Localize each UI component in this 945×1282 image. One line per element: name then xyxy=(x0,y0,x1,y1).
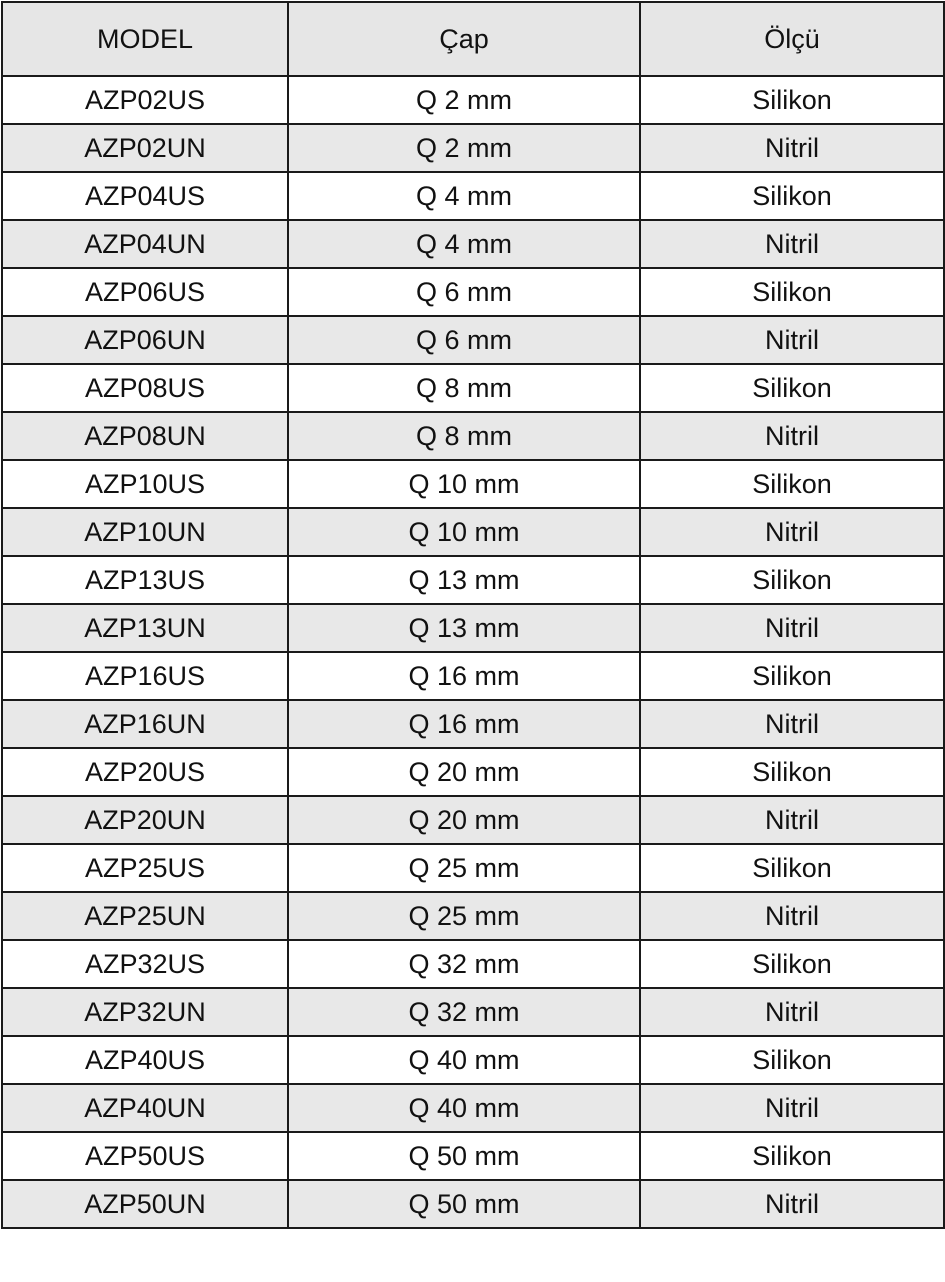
table-row xyxy=(2,652,944,700)
cell-model: AZP13US xyxy=(2,556,288,604)
cell-model: AZP02US xyxy=(2,76,288,124)
cell-model: AZP25UN xyxy=(2,892,288,940)
cell-cap: Q 16 mm xyxy=(288,652,640,700)
spec-table xyxy=(1,1,945,1229)
cell-model: AZP08UN xyxy=(2,412,288,460)
cell-cap: Q 4 mm xyxy=(288,172,640,220)
cell-olcu: Silikon xyxy=(640,1036,944,1084)
cell-model: AZP20UN xyxy=(2,796,288,844)
cell-olcu: Silikon xyxy=(640,172,944,220)
table-row xyxy=(2,556,944,604)
cell-model: AZP50US xyxy=(2,1132,288,1180)
cell-olcu: Silikon xyxy=(640,76,944,124)
cell-cap: Q 2 mm xyxy=(288,76,640,124)
cell-olcu: Silikon xyxy=(640,268,944,316)
cell-cap: Q 50 mm xyxy=(288,1132,640,1180)
cell-cap: Q 25 mm xyxy=(288,892,640,940)
table-row xyxy=(2,124,944,172)
table-row xyxy=(2,748,944,796)
cell-model: AZP16US xyxy=(2,652,288,700)
cell-model: AZP06US xyxy=(2,268,288,316)
cell-model: AZP32US xyxy=(2,940,288,988)
cell-cap: Q 32 mm xyxy=(288,988,640,1036)
table-header-row xyxy=(2,2,944,76)
table-row xyxy=(2,364,944,412)
table-row xyxy=(2,1084,944,1132)
table-row xyxy=(2,316,944,364)
cell-model: AZP32UN xyxy=(2,988,288,1036)
cell-olcu: Silikon xyxy=(640,940,944,988)
cell-cap: Q 2 mm xyxy=(288,124,640,172)
cell-cap: Q 6 mm xyxy=(288,268,640,316)
cell-model: AZP10UN xyxy=(2,508,288,556)
cell-cap: Q 13 mm xyxy=(288,556,640,604)
cell-olcu: Nitril xyxy=(640,604,944,652)
cell-model: AZP02UN xyxy=(2,124,288,172)
cell-model: AZP10US xyxy=(2,460,288,508)
cell-cap: Q 8 mm xyxy=(288,412,640,460)
cell-olcu: Silikon xyxy=(640,460,944,508)
cell-model: AZP13UN xyxy=(2,604,288,652)
cell-olcu: Silikon xyxy=(640,844,944,892)
table-row xyxy=(2,844,944,892)
table-row xyxy=(2,1036,944,1084)
cell-olcu: Nitril xyxy=(640,124,944,172)
cell-model: AZP25US xyxy=(2,844,288,892)
cell-olcu: Nitril xyxy=(640,1180,944,1228)
cell-cap: Q 8 mm xyxy=(288,364,640,412)
cell-cap: Q 40 mm xyxy=(288,1084,640,1132)
cell-olcu: Silikon xyxy=(640,748,944,796)
table-row xyxy=(2,796,944,844)
cell-model: AZP40US xyxy=(2,1036,288,1084)
table-row xyxy=(2,172,944,220)
cell-model: AZP06UN xyxy=(2,316,288,364)
cell-cap: Q 40 mm xyxy=(288,1036,640,1084)
cell-cap: Q 6 mm xyxy=(288,316,640,364)
table-row xyxy=(2,460,944,508)
table-body xyxy=(2,76,944,1228)
cell-olcu: Nitril xyxy=(640,316,944,364)
cell-olcu: Nitril xyxy=(640,796,944,844)
cell-model: AZP04US xyxy=(2,172,288,220)
cell-model: AZP50UN xyxy=(2,1180,288,1228)
cell-olcu: Nitril xyxy=(640,1084,944,1132)
cell-model: AZP08US xyxy=(2,364,288,412)
column-header-model: MODEL xyxy=(2,2,288,76)
cell-olcu: Nitril xyxy=(640,508,944,556)
table-row xyxy=(2,268,944,316)
table-row xyxy=(2,988,944,1036)
table-row xyxy=(2,412,944,460)
cell-olcu: Nitril xyxy=(640,700,944,748)
cell-olcu: Silikon xyxy=(640,556,944,604)
table-row xyxy=(2,1180,944,1228)
table-row xyxy=(2,220,944,268)
column-header-cap: Çap xyxy=(288,2,640,76)
cell-olcu: Nitril xyxy=(640,412,944,460)
cell-cap: Q 32 mm xyxy=(288,940,640,988)
cell-olcu: Silikon xyxy=(640,652,944,700)
cell-cap: Q 20 mm xyxy=(288,748,640,796)
cell-model: AZP40UN xyxy=(2,1084,288,1132)
cell-olcu: Silikon xyxy=(640,364,944,412)
table-row xyxy=(2,892,944,940)
table-row xyxy=(2,508,944,556)
cell-cap: Q 25 mm xyxy=(288,844,640,892)
cell-cap: Q 4 mm xyxy=(288,220,640,268)
table-row xyxy=(2,940,944,988)
table-row xyxy=(2,700,944,748)
column-header-olcu: Ölçü xyxy=(640,2,944,76)
cell-cap: Q 10 mm xyxy=(288,460,640,508)
cell-olcu: Silikon xyxy=(640,1132,944,1180)
cell-olcu: Nitril xyxy=(640,892,944,940)
cell-cap: Q 13 mm xyxy=(288,604,640,652)
cell-olcu: Nitril xyxy=(640,988,944,1036)
cell-cap: Q 10 mm xyxy=(288,508,640,556)
cell-cap: Q 16 mm xyxy=(288,700,640,748)
table-row xyxy=(2,76,944,124)
cell-model: AZP16UN xyxy=(2,700,288,748)
table-row xyxy=(2,604,944,652)
cell-model: AZP20US xyxy=(2,748,288,796)
table-row xyxy=(2,1132,944,1180)
cell-olcu: Nitril xyxy=(640,220,944,268)
cell-cap: Q 50 mm xyxy=(288,1180,640,1228)
cell-model: AZP04UN xyxy=(2,220,288,268)
cell-cap: Q 20 mm xyxy=(288,796,640,844)
